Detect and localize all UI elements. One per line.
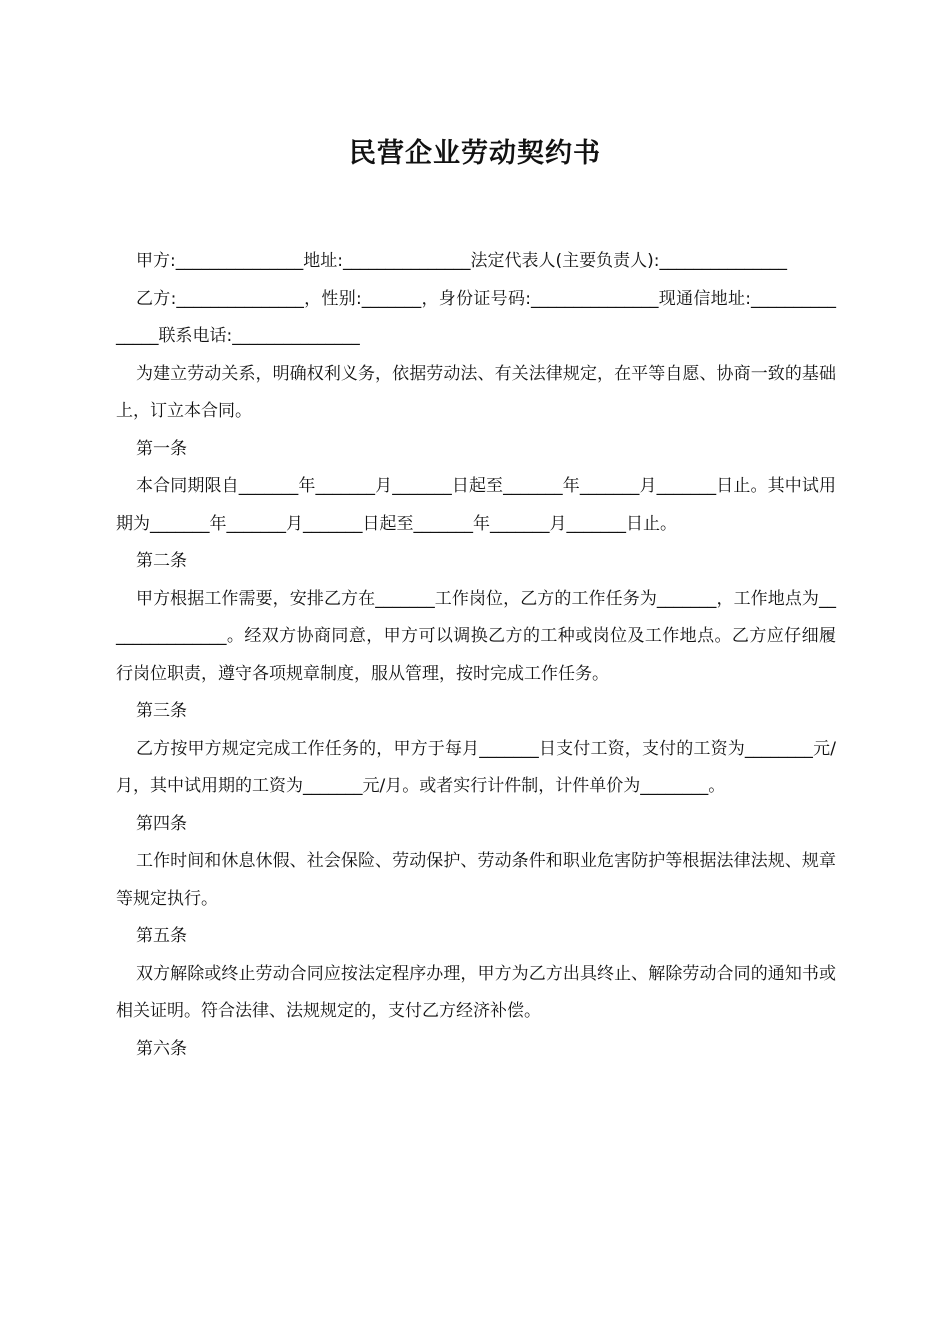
article-6-heading: 第六条 [136, 1038, 187, 1059]
article-5-heading: 第五条 [136, 926, 187, 946]
preamble-paragraph: 为建立劳动关系，明确权利义务，依据劳动法、有关法律规定，在平等自愿、协商一致的基础上，订立本合同。 [116, 363, 836, 421]
article-3-text: 乙方按甲方规定完成工作任务的，甲方于每月_______日支付工资，支付的工资为________元/月，其中试用期的工资为_______元/月。或者实行计件制，计件单价为________。 [116, 738, 836, 796]
document-body [116, 243, 836, 1068]
article-1-text: 本合同期限自_______年_______月_______日起至_______年_______月_______日止。其中试用期为_______年_______月_______日起至_______年_______月_______日止。 [116, 476, 836, 534]
article-4-text: 工作时间和休息休假、社会保险、劳动保护、劳动条件和职业危害防护等根据法律法规、规章等规定执行。 [116, 851, 836, 909]
party-b-line: 乙方:_______________，性别:_______，身份证号码:_______________现通信地址:_______________联系电话:_______________ [116, 288, 836, 346]
party-a-line: 甲方:_______________地址:_______________法定代表人(主要负责人):_______________ [136, 251, 787, 271]
article-1-heading: 第一条 [136, 438, 187, 459]
article-4-heading: 第四条 [136, 813, 187, 834]
article-2-heading: 第二条 [136, 551, 187, 571]
article-2-text: 甲方根据工作需要，安排乙方在_______工作岗位，乙方的工作任务为_______，工作地点为_______________。经双方协商同意，甲方可以调换乙方的工种或岗位及工作地点。乙方应仔细履行岗位职责，遵守各项规章制度，服从管理，按时完成工作任务。 [116, 588, 836, 684]
article-5-text: 双方解除或终止劳动合同应按法定程序办理，甲方为乙方出具终止、解除劳动合同的通知书或相关证明。符合法律、法规规定的，支付乙方经济补偿。 [116, 963, 836, 1021]
article-3-heading: 第三条 [136, 701, 187, 721]
document-title: 民营企业劳动契约书 [349, 138, 601, 169]
